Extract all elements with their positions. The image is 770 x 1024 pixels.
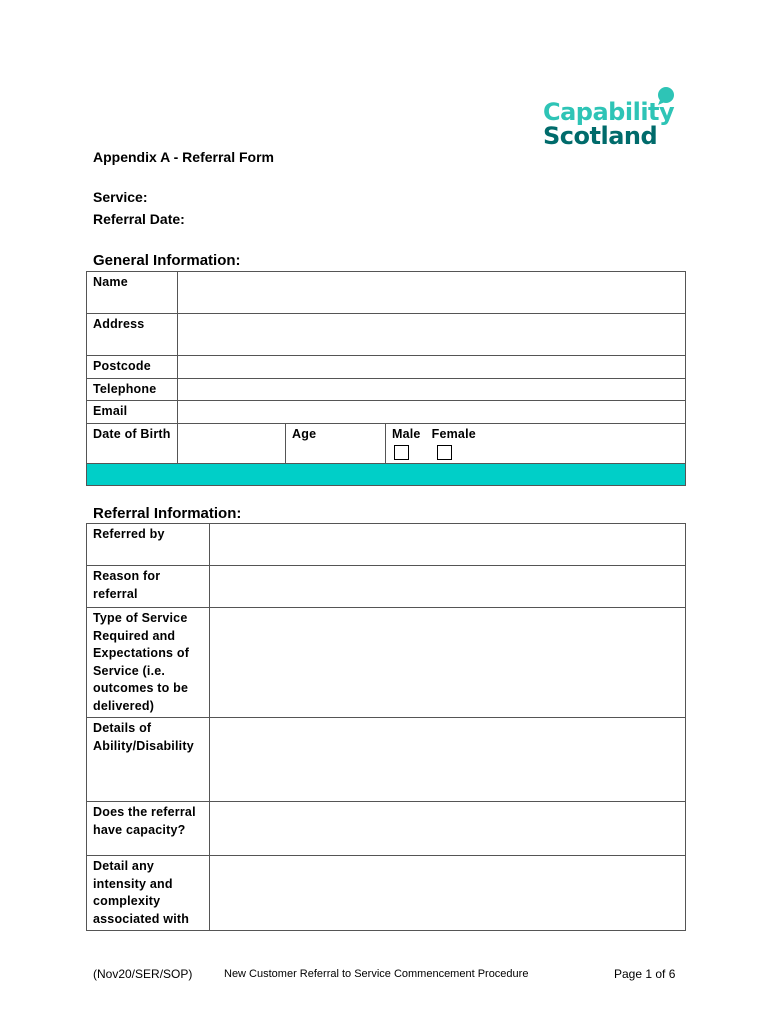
postcode-field[interactable] [178, 356, 686, 379]
email-label: Email [87, 401, 178, 424]
details-label: Details of Ability/Disability [87, 718, 210, 802]
email-row [87, 401, 686, 424]
service-label: Service: [93, 189, 148, 205]
referred-by-label: Referred by [87, 524, 210, 566]
name-row [87, 272, 686, 314]
referred-by-row [87, 524, 686, 566]
reason-row [87, 566, 686, 608]
footer-reference: (Nov20/SER/SOP) [93, 967, 193, 981]
telephone-field[interactable] [178, 378, 686, 401]
logo-text-scotland: Scotland [543, 122, 658, 150]
female-label: Female [431, 426, 476, 441]
teal-divider-bar [87, 464, 686, 486]
form-title: Appendix A - Referral Form [93, 149, 274, 165]
capacity-field[interactable] [210, 802, 686, 856]
address-field[interactable] [178, 314, 686, 356]
intensity-row [87, 856, 686, 931]
reason-field[interactable] [210, 566, 686, 608]
general-information-table [86, 271, 686, 486]
capacity-label: Does the referral have capacity? [87, 802, 210, 856]
name-label: Name [87, 272, 178, 314]
details-row [87, 718, 686, 802]
reason-label: Reason for referral [87, 566, 210, 608]
address-row [87, 314, 686, 356]
dob-field[interactable] [178, 423, 286, 464]
name-field[interactable] [178, 272, 686, 314]
footer-document-title: New Customer Referral to Service Commencement Procedure [224, 968, 529, 980]
postcode-label: Postcode [87, 356, 178, 379]
referral-information-table [86, 523, 686, 931]
capacity-row [87, 802, 686, 856]
teal-divider-row [87, 464, 686, 486]
age-cell[interactable] [286, 423, 386, 464]
male-checkbox[interactable] [394, 445, 409, 460]
type-of-service-row [87, 608, 686, 718]
details-field[interactable] [210, 718, 686, 802]
referred-by-field[interactable] [210, 524, 686, 566]
dob-label: Date of Birth [87, 423, 178, 464]
referral-date-label: Referral Date: [93, 211, 185, 227]
intensity-field[interactable] [210, 856, 686, 931]
gender-cell [386, 423, 686, 464]
female-checkbox[interactable] [437, 445, 452, 460]
telephone-row [87, 378, 686, 401]
address-label: Address [87, 314, 178, 356]
type-of-service-field[interactable] [210, 608, 686, 718]
age-label: Age [292, 426, 317, 441]
telephone-label: Telephone [87, 378, 178, 401]
logo-text-capability: Capability [543, 98, 675, 126]
capability-scotland-logo [540, 86, 680, 150]
dob-row [87, 423, 686, 464]
male-label: Male [392, 426, 421, 441]
general-information-title: General Information: [93, 252, 241, 269]
email-field[interactable] [178, 401, 686, 424]
footer-page-number: Page 1 of 6 [614, 967, 676, 981]
referral-information-title: Referral Information: [93, 505, 242, 522]
type-of-service-label: Type of Service Required and Expectations of Service (i.e. outcomes to be delivered) [87, 608, 210, 718]
intensity-label: Detail any intensity and complexity associated with [87, 856, 210, 931]
postcode-row [87, 356, 686, 379]
